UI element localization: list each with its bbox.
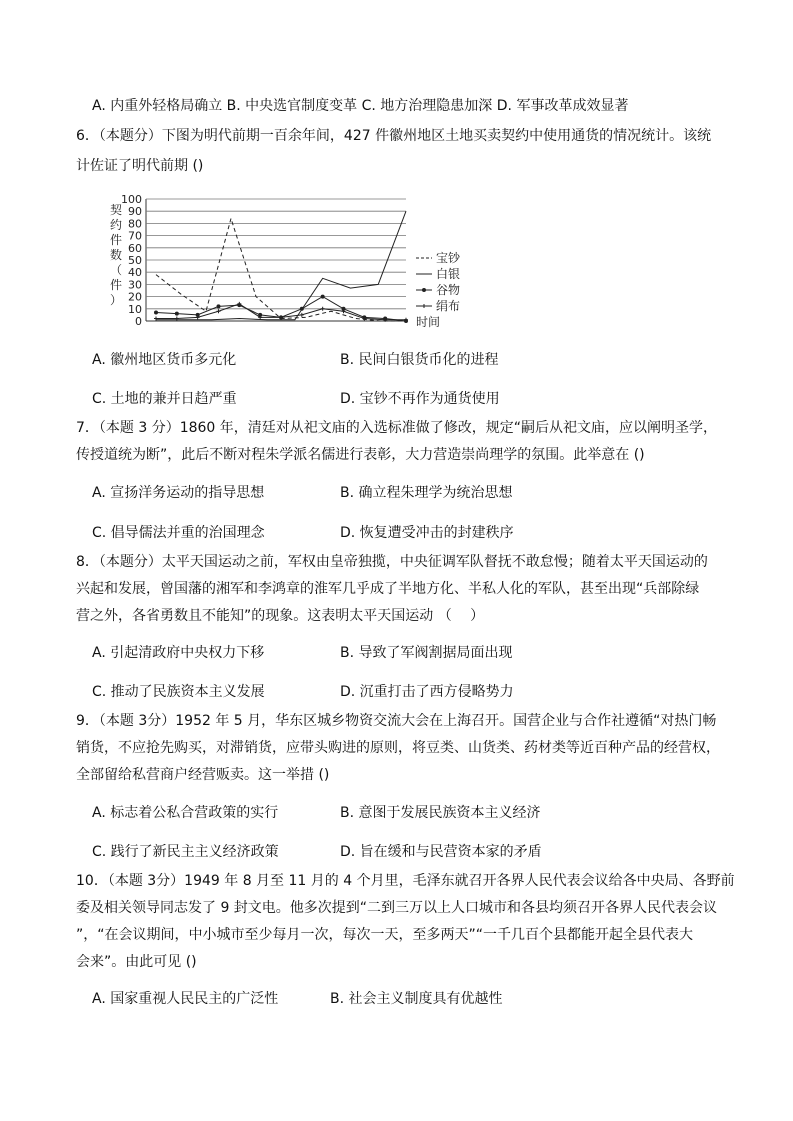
data-point xyxy=(217,304,221,308)
q7-option-c[interactable]: C. 倡导儒法并重的治国理念 xyxy=(92,525,265,541)
q8-option-a[interactable]: A. 引起清政府中央权力下移 xyxy=(92,645,265,661)
y-tick-label: 80 xyxy=(128,217,142,231)
series-line xyxy=(156,219,406,321)
q6-option-c[interactable]: C. 土地的兼并日趋严重 xyxy=(92,391,237,407)
q10-option-b[interactable]: B. 社会主义制度具有优越性 xyxy=(330,991,503,1007)
series-3 xyxy=(154,302,408,322)
y-tick-label: 10 xyxy=(128,302,142,316)
q7-option-a[interactable]: A. 宣扬洋务运动的指导思想 xyxy=(92,485,265,501)
legend-item xyxy=(416,267,460,281)
data-point xyxy=(300,313,304,317)
q10-stem-line1: 10．（本题 3分）1949 年 8 月至 11 月的 4 个月里，毛泽东就召开各界人民代表会议给各中央局、各野前 xyxy=(76,873,735,889)
y-axis-label-char: 件 xyxy=(110,233,123,247)
q9-option-c[interactable]: C. 践行了新民主主义经济政策 xyxy=(92,844,279,860)
legend-label: 白银 xyxy=(436,267,460,281)
series-1 xyxy=(156,211,406,320)
y-tick-label: 90 xyxy=(128,205,142,219)
legend-label: 谷物 xyxy=(436,283,460,297)
y-axis-label-char: （ xyxy=(110,263,123,277)
q6-option-d[interactable]: D. 宝钞不再作为通货使用 xyxy=(340,391,500,407)
currency-chart xyxy=(100,190,460,339)
legend-item xyxy=(416,250,460,265)
y-tick-label: 40 xyxy=(128,266,142,280)
legend-label: 宝钞 xyxy=(436,251,460,265)
y-tick-label: 0 xyxy=(135,315,142,328)
x-axis-label: 时间 xyxy=(416,315,441,329)
q9-stem-line3: 全部留给私营商户经营贩卖。这一举措 () xyxy=(76,767,330,783)
y-tick-label: 20 xyxy=(128,290,142,304)
y-axis-label-char: 约 xyxy=(110,218,123,232)
q8-stem-line1: 8．（本题分）太平天国运动之前，军权由皇帝独揽，中央征调军队督抚不敢怠慢；随着太平天国运动的 xyxy=(76,554,708,570)
y-tick-label: 100 xyxy=(121,193,142,206)
q5-options-line: A. 内重外轻格局确立 B. 中央选官制度变革 C. 地方治理隐患加深 D. 军事改革成效显著 xyxy=(92,98,629,114)
y-axis-label-char: 契 xyxy=(110,203,123,217)
q8-stem-line3: 营之外，各省勇数且不能知”的现象。这表明太平天国运动 （ ） xyxy=(76,608,485,624)
data-point xyxy=(154,310,158,314)
series-line xyxy=(156,211,406,320)
y-tick-label: 50 xyxy=(128,254,142,267)
legend-label: 绢布 xyxy=(436,299,460,313)
q10-stem-line3: ”，“在会议期间，中小城市至少每月一次，每次一天，至多两天”“一千几百个县都能开起全县代表大 xyxy=(76,927,694,943)
y-axis-label-char: ） xyxy=(110,293,123,307)
data-point xyxy=(217,309,221,313)
data-point xyxy=(321,307,325,311)
q10-stem-line2: 委及相关领导同志发了 9 封文电。他多次提到“二到三万以上人口城市和各县均须召开各界人民代表会议 xyxy=(76,900,718,916)
y-tick-label: 60 xyxy=(128,241,142,255)
legend-marker xyxy=(422,304,426,308)
q10-stem-line4: 会来”。由此可见 () xyxy=(76,954,197,970)
chart-grid xyxy=(146,199,406,321)
legend-marker xyxy=(422,288,426,292)
chart-legend xyxy=(416,250,460,313)
legend-item xyxy=(416,282,460,297)
q10-option-a[interactable]: A. 国家重视人民民主的广泛性 xyxy=(92,991,279,1007)
q7-option-b[interactable]: B. 确立程朱理学为统治思想 xyxy=(340,485,513,501)
q7-stem-line2: 传授道统为断”，此后不断对程朱学派名儒进行表彰，大力营造崇尚理学的氛围。此举意在 () xyxy=(76,447,645,463)
q7-stem-line1: 7．（本题 3 分）1860 年，清廷对从祀文庙的入选标准做了修改，规定“嗣后从祀文庙，应以阐明圣学， xyxy=(76,420,718,436)
y-tick-label: 30 xyxy=(128,278,142,292)
y-axis-label xyxy=(110,202,122,307)
chart-series xyxy=(154,211,408,323)
q8-option-c[interactable]: C. 推动了民族资本主义发展 xyxy=(92,684,265,700)
y-axis-label-char: 数 xyxy=(110,248,123,262)
q9-option-d[interactable]: D. 旨在缓和与民营资本家的矛盾 xyxy=(340,844,542,860)
y-tick-labels xyxy=(121,193,142,328)
data-point xyxy=(321,295,325,299)
y-axis-label-char: 件 xyxy=(110,278,123,292)
y-tick-label: 70 xyxy=(128,229,142,243)
q9-stem-line1: 9．（本题 3分）1952 年 5 月，华东区城乡物资交流大会在上海召开。国营企业与合作社遵循“对热门畅 xyxy=(76,713,717,729)
series-0 xyxy=(156,219,406,321)
q9-option-b[interactable]: B. 意图于发展民族资本主义经济 xyxy=(340,805,541,821)
currency-chart-svg xyxy=(100,190,460,335)
q8-stem-line2: 兴起和发展，曾国藩的湘军和李鸿章的淮军几乎成了半地方化、半私人化的军队，甚至出现“兵部除绿 xyxy=(76,581,700,597)
q6-option-a[interactable]: A. 徽州地区货币多元化 xyxy=(92,352,237,368)
q8-option-b[interactable]: B. 导致了军阀割据局面出现 xyxy=(340,645,513,661)
q6-stem-line1: 6．（本题分）下图为明代前期一百余年间，427 件徽州地区土地买卖契约中使用通货的情况统计。该统 xyxy=(76,128,712,144)
q6-option-b[interactable]: B. 民间白银货币化的进程 xyxy=(340,352,499,368)
q7-option-d[interactable]: D. 恢复遭受冲击的封建秩序 xyxy=(340,525,514,541)
data-point xyxy=(175,312,179,316)
q6-stem-line2: 计佐证了明代前期 () xyxy=(76,158,204,174)
legend-item xyxy=(416,298,460,313)
q9-option-a[interactable]: A. 标志着公私合营政策的实行 xyxy=(92,805,279,821)
q9-stem-line2: 销货，不应抢先购买，对滞销货，应带头购进的原则，将豆类、山货类、药材类等近百种产品的经营权， xyxy=(76,740,720,756)
q8-option-d[interactable]: D. 沉重打击了西方侵略势力 xyxy=(340,684,514,700)
data-point xyxy=(300,307,304,311)
